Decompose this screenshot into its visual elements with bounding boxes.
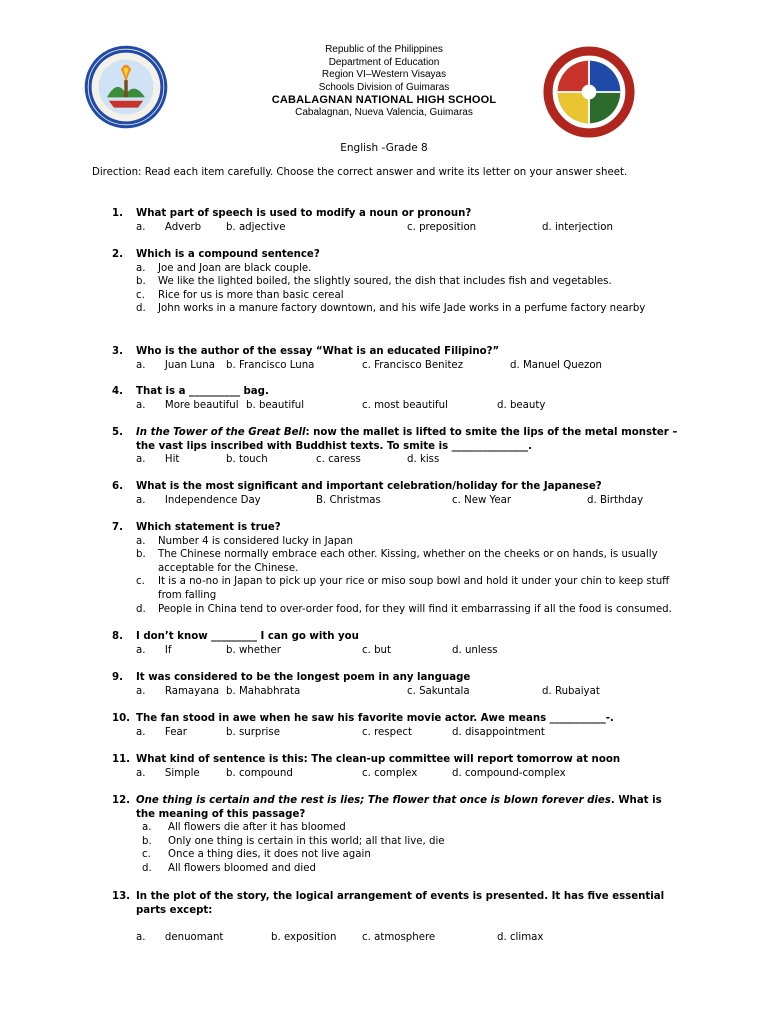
- option-a: [142, 821, 682, 835]
- option-b: [136, 548, 682, 575]
- option-b: b. compound: [226, 767, 293, 779]
- option-d: [136, 603, 682, 617]
- option-text: John works in a manure factory downtown, and his wife Jade works in a perfume factory nearby: [158, 303, 646, 315]
- question-number: 10.: [112, 713, 131, 724]
- option-c: c. Francisco Benitez: [362, 359, 464, 371]
- question-4: [112, 385, 682, 413]
- option-letter: d.: [136, 603, 146, 615]
- option-c: c. atmosphere: [362, 932, 436, 944]
- option-d: d. unless: [452, 644, 498, 656]
- question-stem: I don’t know _________ I can go with you: [136, 631, 359, 642]
- question-2: [112, 248, 682, 316]
- option-letter: d.: [142, 862, 152, 874]
- school-address: Cabalagnan, Nueva Valencia, Guimaras: [295, 106, 473, 118]
- question-number: 2.: [112, 249, 123, 260]
- option-a: a. Hit: [136, 454, 180, 466]
- option-c: c. respect: [362, 726, 412, 738]
- direction-text: Direction: Read each item carefully. Choose the correct answer and write its letter on your answer sheet.: [92, 167, 628, 178]
- option-a: a. Independence Day: [136, 494, 261, 506]
- question-11: [112, 753, 682, 781]
- option-b: [136, 275, 682, 289]
- option-a: [136, 262, 682, 276]
- option-row: [136, 221, 682, 235]
- option-b: b. exposition: [271, 932, 337, 944]
- option-d: [136, 302, 682, 316]
- option-d: d. Manuel Quezon: [510, 359, 603, 371]
- option-letter: b.: [142, 835, 152, 847]
- question-12: [112, 794, 682, 876]
- option-b: B. Christmas: [316, 494, 381, 506]
- option-row: [136, 399, 682, 413]
- option-letter: b.: [136, 549, 146, 561]
- question-stem-italic: In the Tower of the Great Bell: [136, 427, 306, 438]
- option-row: [136, 453, 682, 467]
- option-row: [136, 359, 682, 373]
- question-number: 11.: [112, 754, 131, 765]
- option-b: b. touch: [226, 454, 268, 466]
- question-stem-italic: One thing is certain and the rest is lies; The flower that once is blown forever dies: [136, 795, 611, 806]
- option-letter: a.: [136, 262, 146, 274]
- question-number: 4.: [112, 386, 123, 397]
- question-stem: Who is the author of the essay “What is an educated Filipino?”: [136, 346, 500, 357]
- option-a: a. Fear: [136, 726, 187, 738]
- question-stem: In the Tower of the Great Bell: now the mallet is lifted to smite the lips of the metal monster – the vast lips inscribed with Buddhist texts. To smite is _______________.: [136, 427, 678, 452]
- option-letter: a.: [142, 822, 152, 834]
- option-text: We like the lighted boiled, the slightly soured, the dish that includes fish and vegetables.: [158, 276, 612, 288]
- option-letter: d.: [136, 303, 146, 315]
- option-d: d. disappointment: [452, 726, 545, 738]
- option-d: [142, 862, 682, 876]
- question-stem: Which is a compound sentence?: [136, 249, 320, 260]
- question-stem: The fan stood in awe when he saw his favorite movie actor. Awe means ___________-.: [136, 713, 614, 724]
- option-letter: a.: [136, 535, 146, 547]
- option-text: It is a no-no in Japan to pick up your rice or miso soup bowl and hold it under your chin to keep stuff from falling: [158, 576, 670, 601]
- question-stem: What part of speech is used to modify a noun or pronoun?: [136, 208, 472, 219]
- header-line-region: Region VI–Western Visayas: [321, 69, 447, 81]
- option-a: [136, 535, 682, 549]
- option-c: c. Sakuntala: [407, 685, 470, 697]
- question-stem: What kind of sentence is this: The clean-up committee will report tomorrow at noon: [136, 754, 621, 765]
- option-b: b. whether: [226, 644, 281, 656]
- option-b: b. adjective: [226, 221, 286, 233]
- option-c: [136, 575, 682, 602]
- option-c: c. New Year: [452, 494, 512, 506]
- option-a: a. Simple: [136, 767, 200, 779]
- option-text: Once a thing dies, it does not live again: [168, 849, 371, 861]
- question-number: 12.: [112, 795, 131, 806]
- option-c: [142, 848, 682, 862]
- option-d: d. compound-complex: [452, 767, 566, 779]
- question-number: 7.: [112, 522, 123, 533]
- option-d: d. beauty: [497, 399, 546, 411]
- question-number: 13.: [112, 891, 131, 902]
- question-8: [112, 630, 682, 658]
- option-d: d. kiss: [407, 454, 440, 466]
- question-3: [112, 345, 682, 373]
- option-text: All flowers die after it has bloomed: [168, 822, 346, 834]
- option-letter: c.: [136, 576, 145, 588]
- question-6: [112, 480, 682, 508]
- question-number: 3.: [112, 346, 123, 357]
- option-letter: c.: [136, 289, 145, 301]
- question-number: 8.: [112, 631, 123, 642]
- option-letter: c.: [142, 849, 151, 861]
- option-a: a. More beautiful: [136, 399, 239, 411]
- option-d: d. climax: [497, 932, 544, 944]
- header-line-republic: Republic of the Philippines: [325, 44, 443, 55]
- option-d: d. Rubaiyat: [542, 685, 600, 697]
- option-row: [136, 726, 682, 740]
- option-b: b. Mahabhrata: [226, 685, 301, 697]
- question-stem: One thing is certain and the rest is lies; The flower that once is blown forever dies. What is the meaning of this passage?: [136, 795, 662, 820]
- question-13: [112, 890, 682, 945]
- option-a: a. Adverb: [136, 221, 202, 233]
- option-c: c. preposition: [407, 221, 477, 233]
- option-text: The Chinese normally embrace each other. Kissing, whether on the cheeks or on hands, is usually acceptable for the Chinese.: [158, 549, 658, 574]
- option-c: c. but: [362, 644, 391, 656]
- option-a: a. If: [136, 644, 172, 656]
- school-header: [0, 44, 768, 120]
- header-line-department: Department of Education: [328, 56, 440, 68]
- option-row: [136, 494, 682, 508]
- question-1: [112, 207, 682, 235]
- question-7: [112, 521, 682, 616]
- option-b: b. Francisco Luna: [226, 359, 315, 371]
- option-text: Joe and Joan are black couple.: [158, 262, 312, 274]
- option-text: Rice for us is more than basic cereal: [158, 289, 344, 301]
- option-c: c. complex: [362, 767, 418, 779]
- option-text: Only one thing is certain in this world; all that live, die: [168, 835, 445, 847]
- option-d: d. interjection: [542, 221, 613, 233]
- option-row: [136, 931, 682, 945]
- option-text: All flowers bloomed and died: [168, 862, 316, 874]
- option-text: People in China tend to over-order food, for they will find it embarrassing if all the food is consumed.: [158, 603, 672, 615]
- question-stem: It was considered to be the longest poem in any language: [136, 672, 471, 683]
- question-stem: In the plot of the story, the logical arrangement of events is presented. It has five essential parts except:: [136, 891, 665, 916]
- question-9: [112, 671, 682, 699]
- question-number: 6.: [112, 481, 123, 492]
- option-c: [136, 289, 682, 303]
- subject-title: English -Grade 8: [340, 142, 428, 154]
- question-stem: What is the most significant and important celebration/holiday for the Japanese?: [136, 481, 602, 492]
- option-d: d. Birthday: [587, 494, 644, 506]
- option-b: [142, 835, 682, 849]
- school-name: CABALAGNAN NATIONAL HIGH SCHOOL: [271, 94, 497, 107]
- question-stem: Which statement is true?: [136, 522, 281, 533]
- question-10: [112, 712, 682, 740]
- question-number: 9.: [112, 672, 123, 683]
- option-b: b. surprise: [226, 726, 280, 738]
- option-a: a. Ramayana: [136, 685, 220, 697]
- question-number: 1.: [112, 208, 123, 219]
- option-c: c. caress: [316, 454, 361, 466]
- question-stem: That is a __________ bag.: [136, 386, 269, 397]
- option-row: [136, 644, 682, 658]
- header-line-division: Schools Division of Guimaras: [318, 81, 450, 93]
- option-letter: b.: [136, 276, 146, 288]
- option-c: c. most beautiful: [362, 399, 448, 411]
- option-text: Number 4 is considered lucky in Japan: [158, 535, 353, 547]
- option-a: a. denuomant: [136, 932, 224, 944]
- option-b: b. beautiful: [246, 399, 305, 411]
- question-number: 5.: [112, 427, 123, 438]
- question-5: [112, 426, 682, 467]
- option-row: [136, 767, 682, 781]
- option-row: [136, 685, 682, 699]
- option-a: a. Juan Luna: [136, 359, 215, 371]
